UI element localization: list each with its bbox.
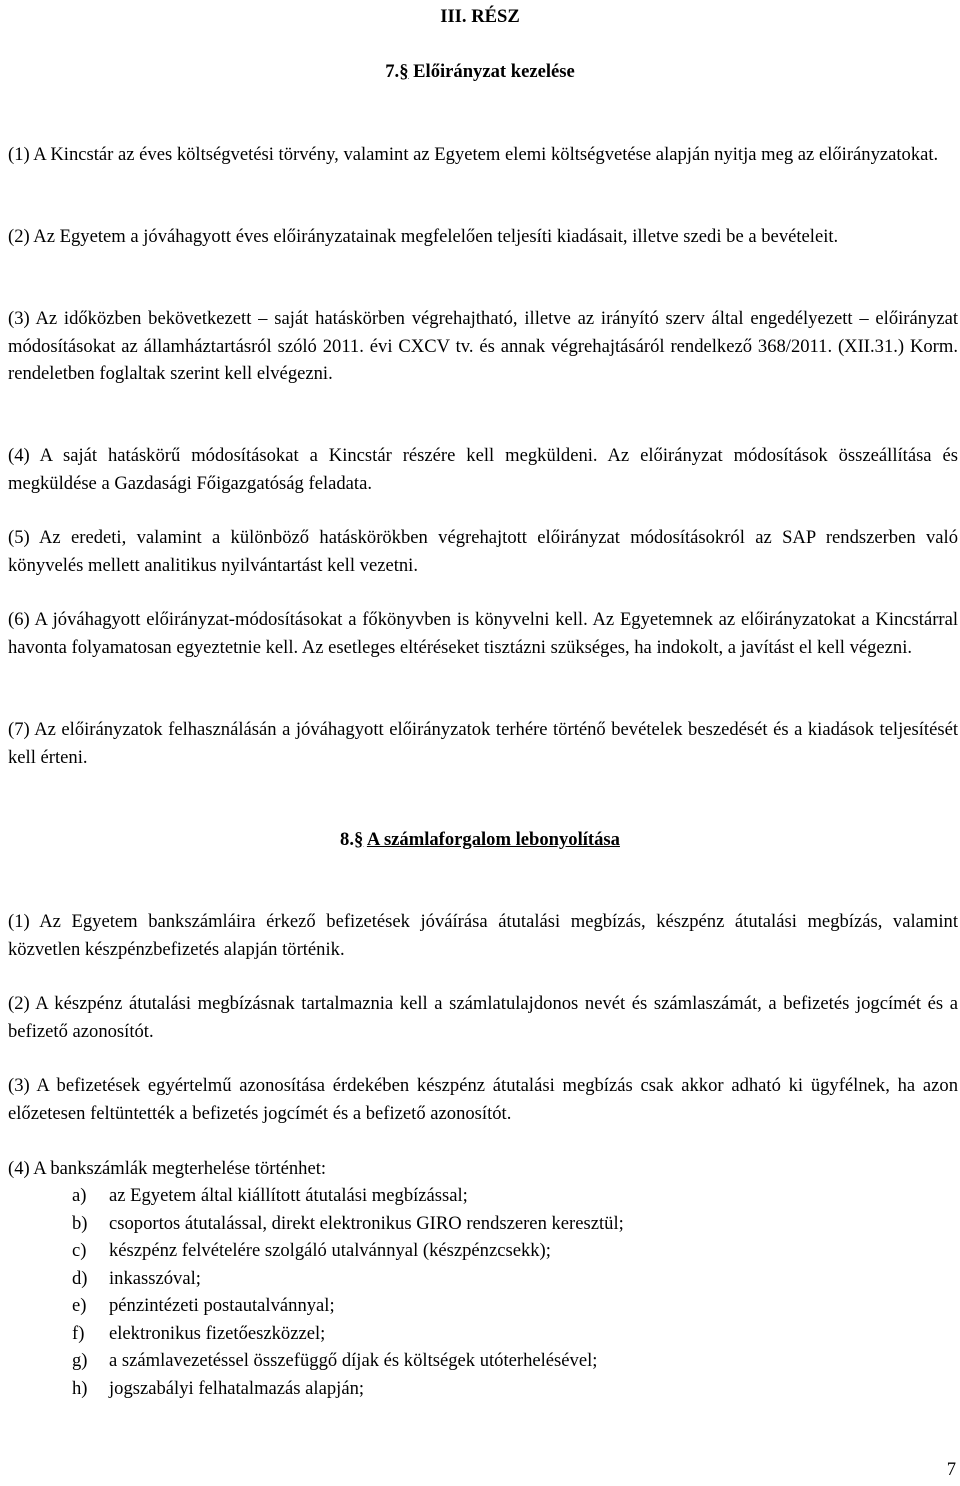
list-item (8, 1210, 958, 1238)
section-7-paragraph-3: (3) Az időközben bekövetkezett – saját hatáskörben végrehajtható, illetve az irányító szerv által engedélyezett – előirányzat módosításokat az államháztartásról szóló 2011. évi CXCV tv. és annak végrehajtásáról rendelkező 368/2011. (XII.31.) Korm. rendeletben foglaltak szerint kell elvégezni. (8, 308, 958, 384)
list-item-label: h) (72, 1377, 88, 1399)
section-7-title: Előirányzat kezelése (413, 61, 575, 82)
list-item-text: pénzintézeti postautalvánnyal; (109, 1295, 335, 1316)
section-8-paragraph-1: (1) Az Egyetem bankszámláira érkező befizetések jóváírása átutalási megbízás, készpénz átutalási megbízás, valamint közvetlen készpénzbefizetés alapján történik. (8, 911, 958, 960)
section-8-number: 8. (340, 829, 354, 850)
section-7-paragraph-1: (1) A Kincstár az éves költségvetési törvény, valamint az Egyetem elemi költségvetése alapján nyitja meg az előirányzatokat. (8, 144, 939, 165)
list-item (8, 1320, 958, 1348)
section-7-sign: § (399, 61, 409, 82)
section-8-sign: § (353, 829, 364, 850)
list-item (8, 1292, 958, 1320)
list-item-text: elektronikus fizetőeszközzel; (109, 1322, 326, 1344)
list-item-text: az Egyetem által kiállított átutalási megbízással; (109, 1185, 468, 1206)
section-7-paragraph-7: (7) Az előirányzatok felhasználásán a jóváhagyott előirányzatok terhére történő bevételek beszedését és a kiadások teljesítését kell érteni. (8, 719, 958, 768)
section-8-paragraph-2: (2) A készpénz átutalási megbízásnak tartalmaznia kell a számlatulajdonos nevét és számlaszámát, a befizetés jogcímét és a befizető azonosítót. (8, 993, 958, 1042)
section-7-paragraph-6: (6) A jóváhagyott előirányzat-módosításokat a főkönyvben is könyvelni kell. Az Egyetemnek az előirányzatokat a Kincstárral havonta folyamatosan egyeztetnie kell. Az esetleges eltéréseket tisztázni szükséges, ha indokolt, a javítást el kell végezni. (8, 609, 958, 658)
list-item-text: a számlavezetéssel összefüggő díjak és költségek utóterhelésével; (109, 1350, 598, 1371)
section-7-number: 7. (385, 61, 400, 82)
list-item (8, 1237, 958, 1265)
list-item-label: a) (72, 1185, 87, 1206)
list-item-text: készpénz felvételére szolgáló utalvánnyal (készpénzcsekk); (109, 1240, 551, 1261)
list-item (8, 1347, 958, 1375)
list-item-text: jogszabályi felhatalmazás alapján; (109, 1377, 365, 1399)
list-item-label: d) (72, 1267, 88, 1289)
list-item (8, 1375, 958, 1403)
section-7-paragraph-5: (5) Az eredeti, valamint a különböző hatáskörökben végrehajtott előirányzat módosításokról az SAP rendszerben való könyvelés mellett analitikus nyilvántartást kell vezetni. (8, 527, 958, 576)
page-number: 7 (946, 1459, 956, 1480)
list-item-label: f) (72, 1322, 85, 1344)
section-8-paragraph-4: (4) A bankszámlák megterhelése történhet: (8, 1158, 327, 1179)
list-item (8, 1265, 958, 1293)
list-item-label: c) (72, 1240, 87, 1261)
list-item-text: csoportos átutalással, direkt elektronikus GIRO rendszeren keresztül; (109, 1212, 624, 1234)
section-8-heading (0, 826, 960, 854)
list-item-label: g) (72, 1350, 88, 1371)
section-7-heading (0, 58, 960, 86)
list-item-label: b) (72, 1212, 88, 1234)
part-title: III. RÉSZ (440, 6, 520, 27)
section-7-paragraph-4: (4) A saját hatáskörű módosításokat a Kincstár részére kell megküldeni. Az előirányzat módosítások összeállítása és megküldése a Gazdasági Főigazgatóság feladata. (8, 445, 958, 494)
section-7-paragraph-2: (2) Az Egyetem a jóváhagyott éves előirányzatainak megfelelően teljesíti kiadásait, illetve szedi be a bevételeit. (8, 226, 839, 247)
section-8-paragraph-3: (3) A befizetések egyértelmű azonosítása érdekében készpénz átutalási megbízás csak akkor adható ki ügyfélnek, ha azon előzetesen feltüntették a befizetés jogcímét és a befizető azonosítót. (8, 1075, 958, 1124)
list-item-text: inkasszóval; (109, 1267, 201, 1289)
debit-methods-list (8, 1182, 958, 1402)
list-item-label: e) (72, 1295, 87, 1316)
section-8-title: A számlaforgalom lebonyolítása (366, 829, 620, 850)
list-item (8, 1182, 958, 1210)
